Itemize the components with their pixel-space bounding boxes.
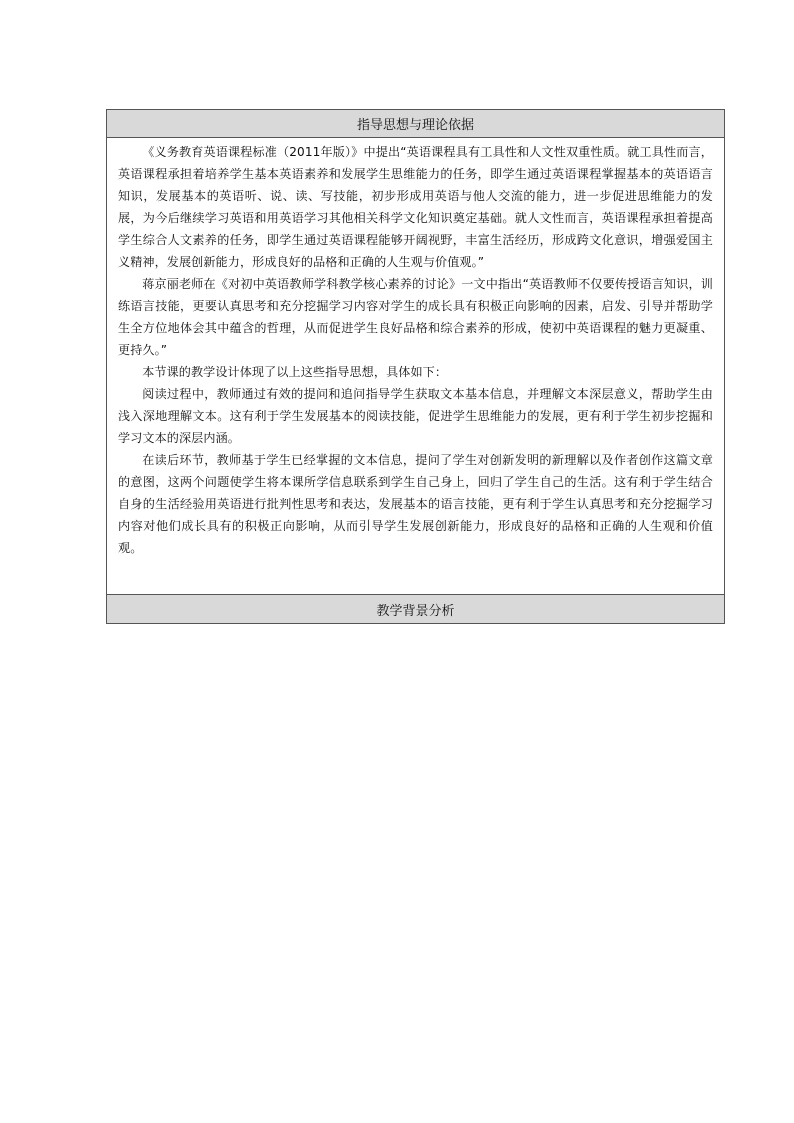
guiding-ideas-title: 指导思想与理论依据 (356, 118, 474, 133)
guiding-ideas-body (107, 138, 724, 594)
paragraph-reading-process: 阅读过程中，教师通过有效的提问和追问指导学生获取文本基本信息，并理解文本深层意义，帮助学生由浅入深地理解文本。这有利于学生发展基本的阅读技能，促进学生思维能力的发展，更有利于学生初步挖掘和学习文本的深层内涵。 (118, 387, 713, 445)
paragraph-design-intro: 本节课的教学设计体现了以上这些指导思想，具体如下： (142, 365, 448, 379)
teaching-background-title: 教学背景分析 (376, 603, 455, 619)
guiding-ideas-header (107, 110, 724, 138)
lesson-plan-table (106, 109, 725, 624)
paragraph-teacher-quote: 蒋京丽老师在《对初中英语教师学科教学核心素养的讨论》一文中指出“英语教师不仅要传授语言知识，训练语言技能，更要认真思考和充分挖掘学习内容对学生的成长具有积极正向影响的因素，启发、引导并帮助学生全方位地体会其中蕴含的哲理，从而促进学生良好品格和综合素养的形成，使初中英语课程的魅力更凝重、更持久。” (118, 277, 713, 357)
paragraph-post-reading: 在读后环节，教师基于学生已经掌握的文本信息，提问了学生对创新发明的新理解以及作者创作这篇文章的意图，这两个问题使学生将本课所学信息联系到学生自己身上，回归了学生自己的生活。这有利于学生结合自身的生活经验用英语进行批判性思考和表达，发展基本的语言技能，更有利于学生认真思考和充分挖掘学习内容对他们成长具有的积极正向影响，从而引导学生发展创新能力，形成良好的品格和正确的人生观和价值观。 (118, 453, 713, 555)
teaching-background-header (107, 594, 724, 623)
paragraph-curriculum-standard: 《义务教育英语课程标准（2011年版）》中提出“英语课程具有工具性和人文性双重性质。就工具性而言，英语课程承担着培养学生基本英语素养和发展学生思维能力的任务，即学生通过英语课程掌握基本的英语语言知识，发展基本的英语听、说、读、写技能，初步形成用英语与他人交流的能力，进一步促进思维能力的发展，为今后继续学习英语和用英语学习其他相关科学文化知识奠定基础。就人文性而言，英语课程承担着提高学生综合人文素养的任务，即学生通过英语课程能够开阔视野，丰富生活经历，形成跨文化意识，增强爱国主义精神，发展创新能力，形成良好的品格和正确的人生观与价值观。” (118, 145, 713, 269)
